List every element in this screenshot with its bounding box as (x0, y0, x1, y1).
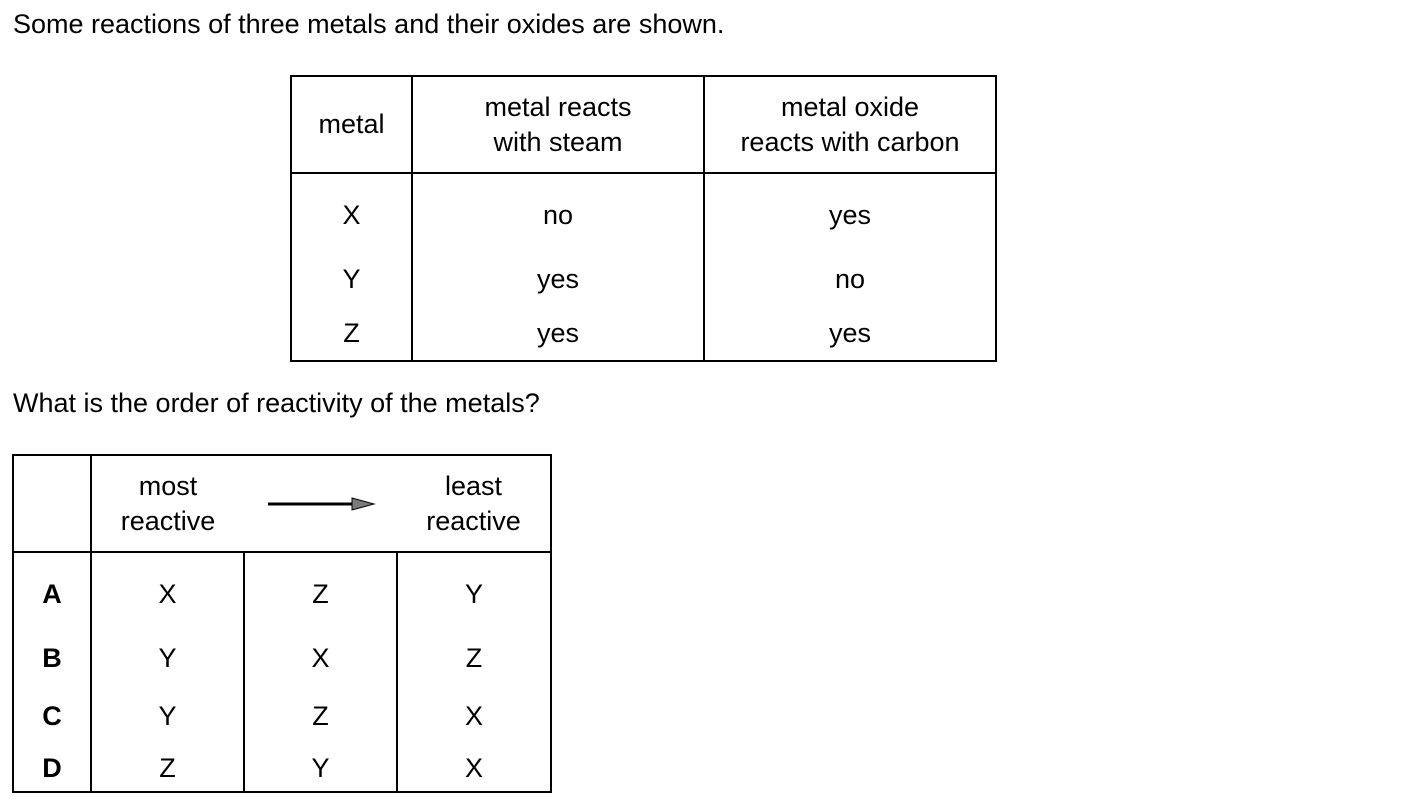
metal-cell: Y (291, 250, 412, 308)
order-cell-1: Y (91, 629, 244, 687)
metal-cell: X (291, 173, 412, 250)
header-oxide-reacts-with-carbon (704, 76, 996, 173)
order-cell-3: Y (464, 579, 483, 609)
table-row (291, 173, 996, 250)
right-arrow-icon (266, 496, 376, 512)
table-row (291, 250, 996, 308)
header-empty-cell (13, 455, 91, 552)
order-cell-3: Z (465, 643, 483, 673)
header-metal-label: metal (318, 109, 385, 139)
carbon-cell: yes (828, 200, 872, 230)
option-row-c[interactable] (13, 687, 551, 745)
option-key[interactable]: C (13, 687, 91, 745)
header-most-line1: most (138, 470, 198, 501)
header-reacts-with-steam (412, 76, 704, 173)
header-steam-line2: with steam (493, 126, 623, 157)
intro-text: Some reactions of three metals and their oxides are shown. (13, 9, 725, 39)
options-header-row (13, 455, 551, 552)
header-least-reactive (397, 455, 551, 552)
header-most-line2: reactive (120, 505, 216, 536)
metal-cell: Z (291, 308, 412, 361)
header-most-reactive (91, 455, 244, 552)
carbon-cell: yes (828, 318, 872, 348)
order-cell-1: Y (91, 687, 244, 745)
table-row (291, 308, 996, 361)
header-least-line2: reactive (426, 505, 521, 536)
header-carbon-line1: metal oxide (780, 91, 920, 122)
order-cell-3: X (464, 753, 483, 783)
steam-cell: yes (412, 250, 704, 308)
option-row-b[interactable] (13, 629, 551, 687)
order-cell-2: Z (244, 552, 397, 629)
header-carbon-line2: reacts with carbon (740, 126, 960, 157)
steam-cell: yes (412, 308, 704, 361)
option-key[interactable]: A (13, 552, 91, 629)
order-cell-2: Y (244, 745, 397, 792)
option-key[interactable]: B (13, 629, 91, 687)
option-row-d[interactable] (13, 745, 551, 792)
option-key[interactable]: D (13, 745, 91, 792)
header-arrow-cell (244, 455, 397, 552)
steam-cell: no (412, 173, 704, 250)
option-row-a[interactable] (13, 552, 551, 629)
header-steam-line1: metal reacts (484, 91, 632, 122)
order-cell-3: X (464, 701, 483, 731)
reactions-header-row (291, 76, 996, 173)
order-cell-2: X (244, 629, 397, 687)
order-cell-2: Z (244, 687, 397, 745)
options-table (12, 454, 552, 793)
order-cell-1: Z (91, 745, 244, 792)
header-metal (291, 76, 412, 173)
header-least-line1: least (444, 470, 503, 501)
question-text: What is the order of reactivity of the metals? (13, 388, 540, 418)
reactions-table (290, 75, 997, 362)
carbon-cell: no (834, 264, 866, 294)
order-cell-1: X (91, 552, 244, 629)
